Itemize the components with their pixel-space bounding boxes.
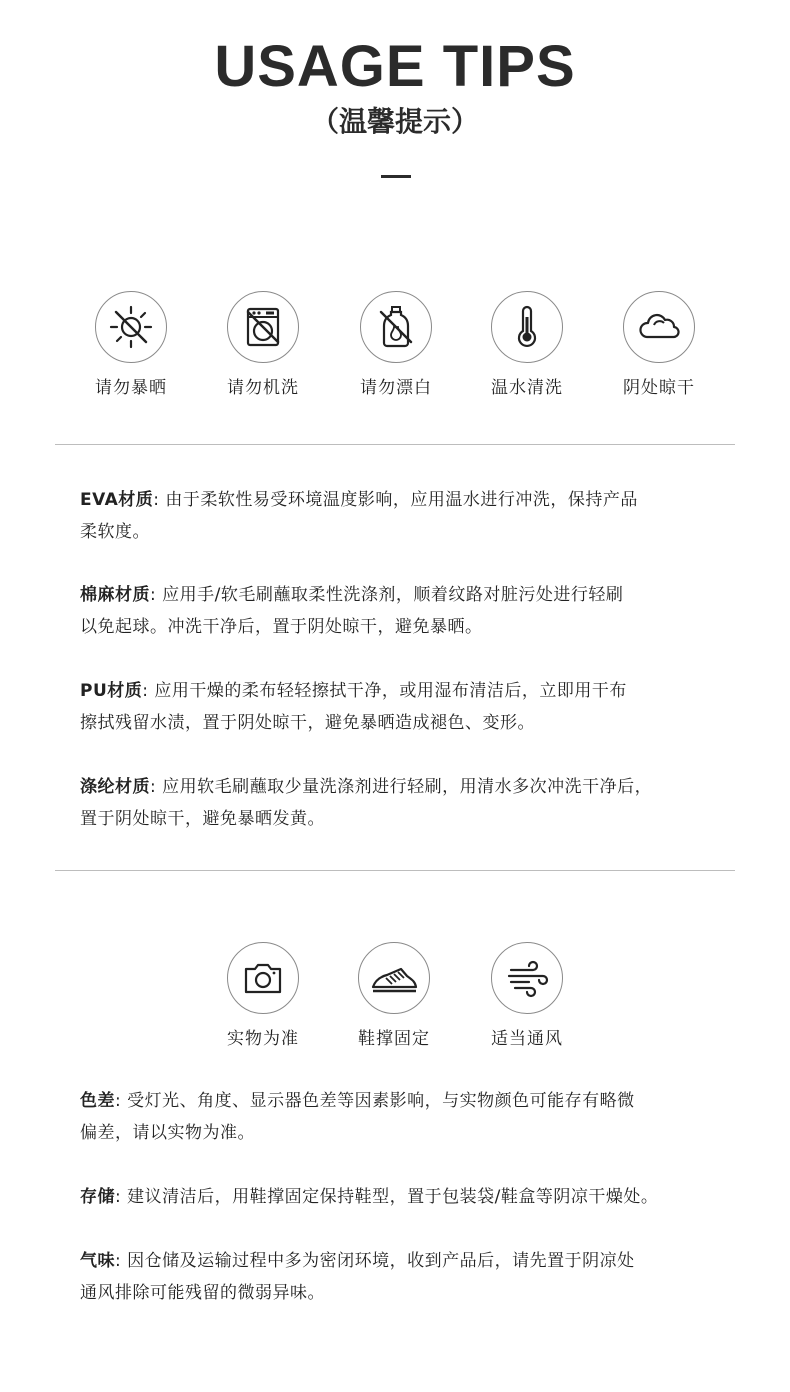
care-item-no-bleach bbox=[336, 291, 456, 399]
material-text: 柔软度。 bbox=[80, 522, 150, 542]
material-text: 应用手/软毛刷蘸取柔性洗涤剂，顺着纹路对脏污处进行轻刷 bbox=[162, 585, 624, 605]
no-bleach-icon bbox=[360, 291, 432, 363]
shoe-tree-icon bbox=[358, 942, 430, 1014]
note-storage: 存储: 建议清洁后，用鞋撑固定保持鞋型，置于包装袋/鞋盒等阴凉干燥处。 bbox=[80, 1187, 659, 1207]
material-eva: EVA材质: 由于柔软性易受环境温度影响，应用温水进行冲洗，保持产品 柔软度。 bbox=[80, 490, 638, 542]
info-label: 鞋撑固定 bbox=[358, 1029, 430, 1049]
material-key: 棉麻材质 bbox=[80, 585, 150, 605]
info-label: 实物为准 bbox=[227, 1029, 299, 1049]
material-text: 应用干燥的柔布轻轻擦拭干净，或用湿布清洁后，立即用干布 bbox=[154, 681, 627, 701]
material-polyester: 涤纶材质: 应用软毛刷蘸取少量洗涤剂进行轻刷，用清水多次冲洗干净后， 置于阴处晾干，避免暴晒发黄。 bbox=[80, 777, 653, 829]
material-text: 置于阴处晾干，避免暴晒发黄。 bbox=[80, 809, 325, 829]
care-label: 阴处晾干 bbox=[623, 378, 695, 398]
note-text: 受灯光、角度、显示器色差等因素影响，与实物颜色可能存有略微 bbox=[127, 1091, 635, 1111]
note-key: 色差 bbox=[80, 1091, 115, 1111]
care-label: 温水清洗 bbox=[491, 378, 563, 398]
note-text: 建议清洁后，用鞋撑固定保持鞋型，置于包装袋/鞋盒等阴凉干燥处。 bbox=[127, 1187, 659, 1207]
material-key: PU材质 bbox=[80, 681, 143, 701]
material-key: EVA材质 bbox=[80, 490, 154, 510]
info-item-shoe-tree bbox=[334, 942, 454, 1050]
divider bbox=[55, 444, 735, 445]
title-underline bbox=[381, 175, 411, 178]
note-key: 气味 bbox=[80, 1251, 115, 1271]
material-text: 擦拭残留水渍，置于阴处晾干，避免暴晒造成褪色、变形。 bbox=[80, 713, 535, 733]
care-label: 请勿暴晒 bbox=[95, 378, 167, 398]
divider bbox=[55, 870, 735, 871]
care-item-warm-wash bbox=[467, 291, 587, 399]
care-item-no-machine-wash bbox=[203, 291, 323, 399]
note-text: 因仓储及运输过程中多为密闭环境，收到产品后，请先置于阴凉处 bbox=[127, 1251, 635, 1271]
camera-icon bbox=[227, 942, 299, 1014]
note-key: 存储 bbox=[80, 1187, 115, 1207]
info-item-ventilation bbox=[467, 942, 587, 1050]
wind-icon bbox=[491, 942, 563, 1014]
note-odor: 气味: 因仓储及运输过程中多为密闭环境，收到产品后，请先置于阴凉处 通风排除可能残留的微弱异味。 bbox=[80, 1251, 635, 1303]
care-label: 请勿漂白 bbox=[360, 378, 432, 398]
material-pu: PU材质: 应用干燥的柔布轻轻擦拭干净，或用湿布清洁后，立即用干布 擦拭残留水渍，置于阴处晾干，避免暴晒造成褪色、变形。 bbox=[80, 681, 627, 733]
note-color-difference: 色差: 受灯光、角度、显示器色差等因素影响，与实物颜色可能存有略微 偏差，请以实物为准。 bbox=[80, 1091, 635, 1143]
material-cotton-linen: 棉麻材质: 应用手/软毛刷蘸取柔性洗涤剂，顺着纹路对脏污处进行轻刷 以免起球。冲洗干净后，置于阴处晾干，避免暴晒。 bbox=[80, 585, 624, 637]
note-text: 通风排除可能残留的微弱异味。 bbox=[80, 1283, 325, 1303]
material-text: 以免起球。冲洗干净后，置于阴处晾干，避免暴晒。 bbox=[80, 617, 483, 637]
material-text: 由于柔软性易受环境温度影响，应用温水进行冲洗，保持产品 bbox=[165, 490, 638, 510]
care-item-no-sun bbox=[71, 291, 191, 399]
no-machine-wash-icon bbox=[227, 291, 299, 363]
thermometer-icon bbox=[491, 291, 563, 363]
page-subtitle: （温馨提示） bbox=[310, 105, 479, 138]
page-title: USAGE TIPS bbox=[214, 34, 576, 99]
material-key: 涤纶材质 bbox=[80, 777, 150, 797]
no-sun-icon bbox=[95, 291, 167, 363]
note-text: 偏差，请以实物为准。 bbox=[80, 1123, 255, 1143]
info-item-actual-product bbox=[203, 942, 323, 1050]
info-label: 适当通风 bbox=[491, 1029, 563, 1049]
material-text: 应用软毛刷蘸取少量洗涤剂进行轻刷，用清水多次冲洗干净后， bbox=[162, 777, 653, 797]
care-item-shade-dry bbox=[599, 291, 719, 399]
cloud-icon bbox=[623, 291, 695, 363]
care-label: 请勿机洗 bbox=[227, 378, 299, 398]
